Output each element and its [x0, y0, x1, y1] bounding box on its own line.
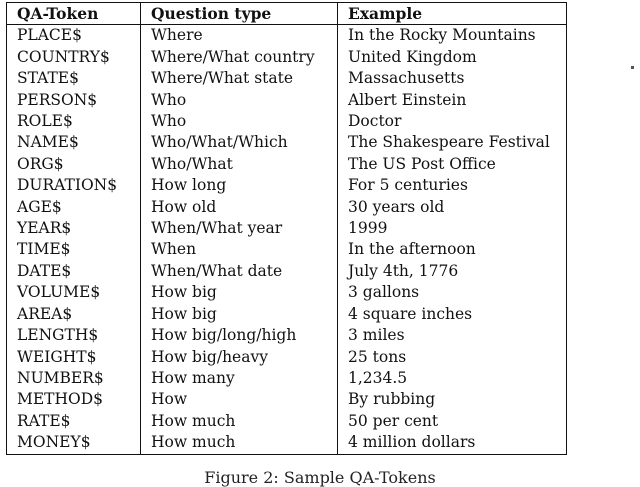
- question-type-cell: Where: [141, 25, 338, 47]
- question-type-cell: How much: [141, 411, 338, 432]
- example-cell: For 5 centuries: [338, 175, 567, 196]
- qa-token-table: [6, 2, 567, 455]
- question-type-cell: When/What year: [141, 218, 338, 239]
- table-row: [7, 197, 567, 218]
- question-type-cell: How: [141, 389, 338, 410]
- table-row: [7, 111, 567, 132]
- question-type-cell: Who/What: [141, 154, 338, 175]
- example-cell: 3 miles: [338, 325, 567, 346]
- question-type-cell: When: [141, 239, 338, 260]
- qa-token-cell: COUNTRY$: [7, 47, 141, 68]
- qa-token-cell: DURATION$: [7, 175, 141, 196]
- example-cell: United Kingdom: [338, 47, 567, 68]
- example-cell: In the Rocky Mountains: [338, 25, 567, 47]
- header-question-type: Question type: [141, 3, 338, 25]
- figure-caption: Figure 2: Sample QA-Tokens: [204, 468, 436, 487]
- example-cell: 3 gallons: [338, 282, 567, 303]
- table-row: [7, 218, 567, 239]
- question-type-cell: How long: [141, 175, 338, 196]
- question-type-cell: How much: [141, 432, 338, 454]
- table-row: [7, 239, 567, 260]
- qa-token-cell: ORG$: [7, 154, 141, 175]
- question-type-cell: How big/long/high: [141, 325, 338, 346]
- table-row: [7, 47, 567, 68]
- example-cell: In the afternoon: [338, 239, 567, 260]
- example-cell: 4 million dollars: [338, 432, 567, 454]
- qa-token-cell: VOLUME$: [7, 282, 141, 303]
- example-cell: 50 per cent: [338, 411, 567, 432]
- table-row: [7, 432, 567, 454]
- qa-token-cell: PLACE$: [7, 25, 141, 47]
- example-cell: Massachusetts: [338, 68, 567, 89]
- question-type-cell: How many: [141, 368, 338, 389]
- qa-token-cell: METHOD$: [7, 389, 141, 410]
- example-cell: 1999: [338, 218, 567, 239]
- question-type-cell: How big/heavy: [141, 347, 338, 368]
- qa-token-cell: TIME$: [7, 239, 141, 260]
- qa-token-cell: YEAR$: [7, 218, 141, 239]
- example-cell: By rubbing: [338, 389, 567, 410]
- table-row: [7, 175, 567, 196]
- example-cell: The Shakespeare Festival: [338, 132, 567, 153]
- qa-token-cell: LENGTH$: [7, 325, 141, 346]
- example-cell: The US Post Office: [338, 154, 567, 175]
- qa-token-cell: AGE$: [7, 197, 141, 218]
- margin-mark: [631, 66, 634, 69]
- table-row: [7, 347, 567, 368]
- example-cell: Doctor: [338, 111, 567, 132]
- example-cell: 4 square inches: [338, 304, 567, 325]
- table-row: [7, 68, 567, 89]
- qa-token-cell: NAME$: [7, 132, 141, 153]
- question-type-cell: Who/What/Which: [141, 132, 338, 153]
- question-type-cell: Where/What country: [141, 47, 338, 68]
- question-type-cell: How big: [141, 282, 338, 303]
- table-row: [7, 411, 567, 432]
- example-cell: 25 tons: [338, 347, 567, 368]
- qa-token-cell: AREA$: [7, 304, 141, 325]
- example-cell: 30 years old: [338, 197, 567, 218]
- qa-token-cell: ROLE$: [7, 111, 141, 132]
- example-cell: July 4th, 1776: [338, 261, 567, 282]
- table-body: [7, 25, 567, 454]
- table-row: [7, 154, 567, 175]
- table-row: [7, 325, 567, 346]
- table-header: [7, 3, 567, 25]
- table-row: [7, 90, 567, 111]
- table-row: [7, 389, 567, 410]
- qa-token-cell: PERSON$: [7, 90, 141, 111]
- question-type-cell: How big: [141, 304, 338, 325]
- table-row: [7, 304, 567, 325]
- table-row: [7, 261, 567, 282]
- header-qa-token: QA-Token: [7, 3, 141, 25]
- table-row: [7, 132, 567, 153]
- question-type-cell: How old: [141, 197, 338, 218]
- example-cell: 1,234.5: [338, 368, 567, 389]
- example-cell: Albert Einstein: [338, 90, 567, 111]
- qa-token-cell: MONEY$: [7, 432, 141, 454]
- table-row: [7, 25, 567, 47]
- qa-token-cell: WEIGHT$: [7, 347, 141, 368]
- qa-token-cell: NUMBER$: [7, 368, 141, 389]
- qa-token-cell: RATE$: [7, 411, 141, 432]
- question-type-cell: Who: [141, 90, 338, 111]
- qa-token-cell: STATE$: [7, 68, 141, 89]
- header-example: Example: [338, 3, 567, 25]
- question-type-cell: Who: [141, 111, 338, 132]
- question-type-cell: When/What date: [141, 261, 338, 282]
- header-row: [7, 3, 567, 25]
- table-row: [7, 368, 567, 389]
- table-row: [7, 282, 567, 303]
- question-type-cell: Where/What state: [141, 68, 338, 89]
- qa-token-cell: DATE$: [7, 261, 141, 282]
